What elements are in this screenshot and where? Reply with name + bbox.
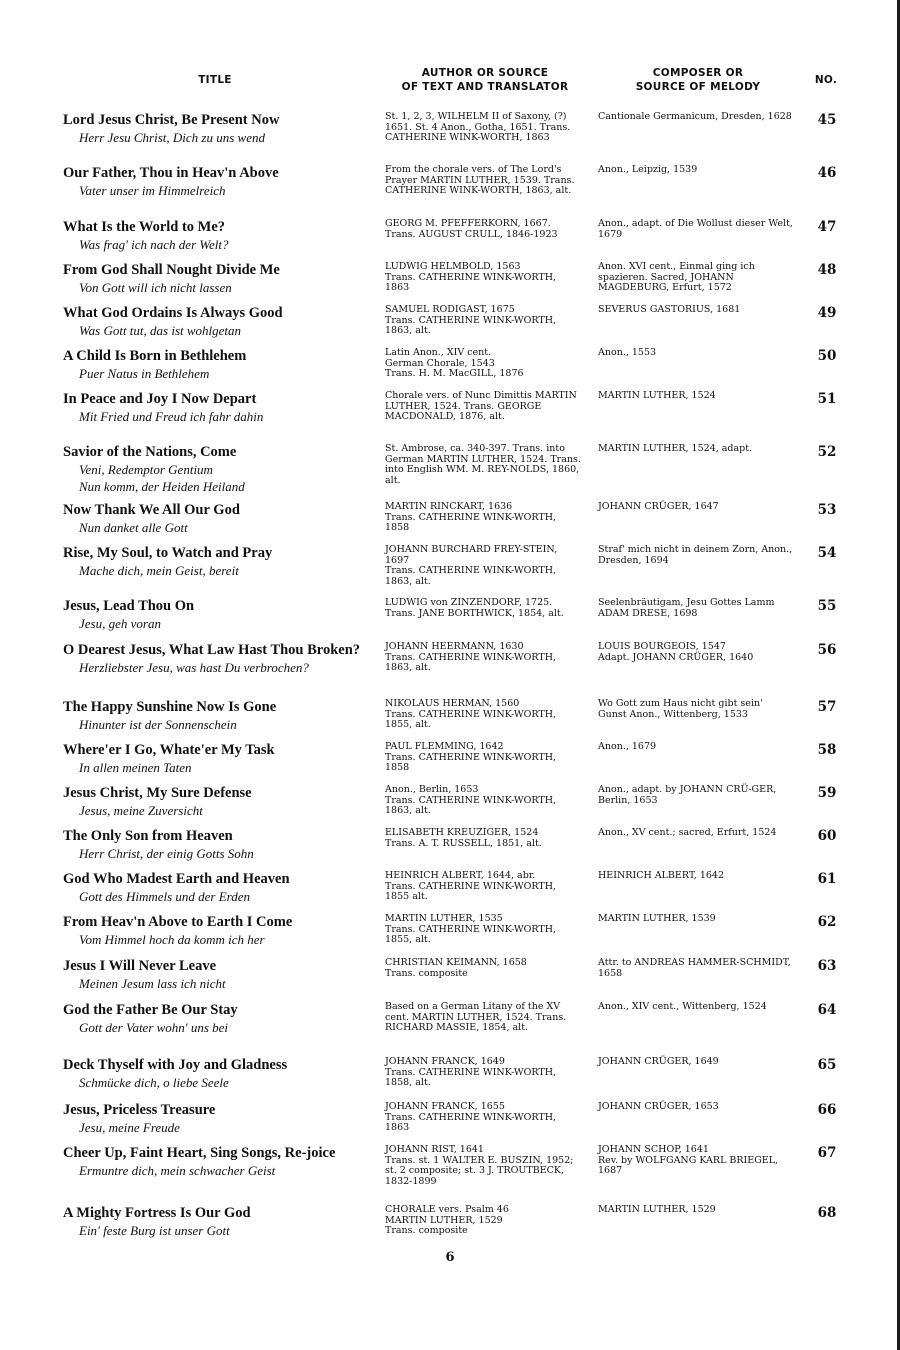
author-source-cell: JOHANN RIST, 1641 Trans. st. 1 WALTER E. BUSZIN, 1952; st. 2 composite; st. 3 J. TROUTBECK, 1832-1899 bbox=[385, 1144, 574, 1187]
composer-source-cell: Anon., adapt. of Die Wollust dieser Welt, 1679 bbox=[598, 218, 793, 240]
author-source-cell: MARTIN LUTHER, 1535 Trans. CATHERINE WINK-WORTH, 1855, alt. bbox=[385, 913, 557, 945]
author-source-cell: Based on a German Litany of the XV cent. MARTIN LUTHER, 1524. Trans. RICHARD MASSIE, 1854, alt. bbox=[385, 1001, 567, 1033]
hymn-original-title: Mit Fried und Freud ich fahr dahin bbox=[79, 409, 264, 424]
composer-source-cell: LOUIS BOURGEOIS, 1547 Adapt. JOHANN CRÜGER, 1640 bbox=[598, 641, 754, 663]
composer-source-cell: Cantionale Germanicum, Dresden, 1628 bbox=[598, 111, 792, 122]
header-title: TITLE bbox=[198, 74, 232, 86]
composer-source-cell: JOHANN CRÜGER, 1647 bbox=[598, 501, 719, 512]
hymn-original-title: Herr Christ, der einig Gotts Sohn bbox=[79, 846, 254, 861]
composer-source-cell: Anon., Leipzig, 1539 bbox=[598, 164, 698, 175]
hymn-number: 47 bbox=[817, 219, 837, 235]
table-row bbox=[0, 391, 900, 444]
table-row bbox=[0, 1057, 900, 1102]
hymn-title: Jesus, Lead Thou On bbox=[63, 598, 195, 614]
hymn-original-title: Was frag' ich nach der Welt? bbox=[79, 237, 229, 252]
composer-source-cell: Anon., 1553 bbox=[598, 347, 657, 358]
table-row bbox=[0, 1145, 900, 1205]
table-row bbox=[0, 112, 900, 165]
hymn-number: 56 bbox=[817, 642, 837, 658]
table-row bbox=[0, 958, 900, 1002]
table-row bbox=[0, 642, 900, 699]
author-source-cell: Anon., Berlin, 1653 Trans. CATHERINE WINK-WORTH, 1863, alt. bbox=[385, 784, 557, 816]
hymn-number: 53 bbox=[817, 502, 837, 518]
hymn-number: 55 bbox=[817, 598, 837, 614]
table-row bbox=[0, 165, 900, 219]
hymn-title: O Dearest Jesus, What Law Hast Thou Broken? bbox=[63, 642, 361, 658]
composer-source-cell: Straf' mich nicht in deinem Zorn, Anon., Dresden, 1694 bbox=[598, 544, 793, 566]
table-row bbox=[0, 219, 900, 262]
hymn-number: 66 bbox=[817, 1102, 837, 1118]
hymn-title: Cheer Up, Faint Heart, Sing Songs, Re-joice bbox=[63, 1145, 336, 1161]
hymn-title-cell bbox=[63, 871, 368, 905]
composer-source-cell: MARTIN LUTHER, 1539 bbox=[598, 913, 716, 924]
hymn-original-title: Schmücke dich, o liebe Seele bbox=[79, 1075, 229, 1090]
table-row bbox=[0, 914, 900, 958]
hymn-number: 59 bbox=[817, 785, 837, 801]
hymn-title: A Mighty Fortress Is Our God bbox=[63, 1205, 251, 1221]
hymn-title: The Happy Sunshine Now Is Gone bbox=[63, 699, 277, 715]
hymn-number: 52 bbox=[817, 444, 837, 460]
hymn-original-title: Puer Natus in Bethlehem bbox=[79, 366, 210, 381]
composer-source-cell: MARTIN LUTHER, 1524 bbox=[598, 390, 716, 401]
hymn-title-cell bbox=[63, 914, 368, 948]
hymn-number: 64 bbox=[817, 1002, 837, 1018]
hymn-original-title: Nun danket alle Gott bbox=[79, 520, 188, 535]
hymn-original-title: Herr Jesu Christ, Dich zu uns wend bbox=[79, 130, 265, 145]
author-source-cell: LUDWIG HELMBOLD, 1563 Trans. CATHERINE WINK-WORTH, 1863 bbox=[385, 261, 557, 293]
composer-source-cell: HEINRICH ALBERT, 1642 bbox=[598, 870, 724, 881]
table-row bbox=[0, 1102, 900, 1145]
hymn-title: In Peace and Joy I Now Depart bbox=[63, 391, 257, 407]
hymn-title-cell bbox=[63, 642, 368, 676]
hymn-original-title: Vom Himmel hoch da komm ich her bbox=[79, 932, 265, 947]
header-number: NO. bbox=[814, 74, 838, 86]
hymn-number: 49 bbox=[817, 305, 837, 321]
hymn-title: Lord Jesus Christ, Be Present Now bbox=[63, 112, 280, 128]
hymn-original-title: Herzliebster Jesu, was hast Du verbrochen? bbox=[79, 660, 309, 675]
hymn-title-cell bbox=[63, 785, 368, 819]
hymn-title: Now Thank We All Our God bbox=[63, 502, 240, 518]
author-source-cell: St. 1, 2, 3, WILHELM II of Saxony, (?) 1651. St. 4 Anon., Gotha, 1651. Trans. CATHERINE WINK-WORTH, 1863 bbox=[385, 111, 571, 143]
hymn-title-cell bbox=[63, 1205, 368, 1239]
author-source-cell: LUDWIG von ZINZENDORF, 1725. Trans. JANE BORTHWICK, 1854, alt. bbox=[385, 597, 564, 619]
author-source-cell: PAUL FLEMMING, 1642 Trans. CATHERINE WINK-WORTH, 1858 bbox=[385, 741, 557, 773]
author-source-cell: GEORG M. PFEFFERKORN, 1667. Trans. AUGUST CRULL, 1846-1923 bbox=[385, 218, 558, 240]
hymn-original-title: In allen meinen Taten bbox=[79, 760, 192, 775]
page-number: 6 bbox=[445, 1250, 455, 1265]
table-row bbox=[0, 1205, 900, 1250]
author-source-cell: From the chorale vers. of The Lord's Prayer MARTIN LUTHER, 1539. Trans. CATHERINE WINK-WORTH, 1863, alt. bbox=[385, 164, 575, 196]
header-composer-source: COMPOSER OR SOURCE OF MELODY bbox=[635, 67, 761, 93]
hymn-original-title: Ermuntre dich, mein schwacher Geist bbox=[79, 1163, 276, 1178]
hymn-title-cell bbox=[63, 165, 368, 199]
hymn-title: The Only Son from Heaven bbox=[63, 828, 233, 844]
hymn-number: 46 bbox=[817, 165, 837, 181]
hymn-title-cell bbox=[63, 598, 368, 632]
table-row bbox=[0, 871, 900, 914]
table-row bbox=[0, 348, 900, 391]
hymn-original-title: Von Gott will ich nicht lassen bbox=[79, 280, 232, 295]
author-source-cell: Chorale vers. of Nunc Dimittis MARTIN LUTHER, 1524. Trans. GEORGE MACDONALD, 1876, alt. bbox=[385, 390, 577, 422]
hymn-title-cell bbox=[63, 1102, 368, 1136]
hymn-number: 57 bbox=[817, 699, 837, 715]
hymn-title-cell bbox=[63, 958, 368, 992]
composer-source-cell: JOHANN SCHOP, 1641 Rev. by WOLFGANG KARL BRIEGEL, 1687 bbox=[598, 1144, 779, 1176]
hymn-number: 63 bbox=[817, 958, 837, 974]
author-source-cell: CHORALE vers. Psalm 46 MARTIN LUTHER, 1529 Trans. composite bbox=[385, 1204, 509, 1236]
composer-source-cell: Seelenbräutigam, Jesu Gottes Lamm ADAM DRESE, 1698 bbox=[598, 597, 775, 619]
hymn-title: Jesus Christ, My Sure Defense bbox=[63, 785, 252, 801]
hymn-title-cell bbox=[63, 348, 368, 382]
header-author-source: AUTHOR OR SOURCE OF TEXT AND TRANSLATOR bbox=[401, 67, 569, 93]
hymn-title-cell bbox=[63, 1145, 368, 1179]
hymn-title-cell bbox=[63, 545, 368, 579]
author-source-cell: Latin Anon., XIV cent. German Chorale, 1543 Trans. H. M. MacGILL, 1876 bbox=[385, 347, 524, 379]
table-row bbox=[0, 502, 900, 545]
hymn-title-cell bbox=[63, 219, 368, 253]
hymn-title: Where'er I Go, Whate'er My Task bbox=[63, 742, 275, 758]
author-source-cell: HEINRICH ALBERT, 1644, abr. Trans. CATHERINE WINK-WORTH, 1855 alt. bbox=[385, 870, 557, 902]
composer-source-cell: Anon., adapt. by JOHANN CRÜ-GER, Berlin, 1653 bbox=[598, 784, 777, 806]
hymn-title-cell bbox=[63, 444, 368, 495]
author-source-cell: NIKOLAUS HERMAN, 1560 Trans. CATHERINE WINK-WORTH, 1855, alt. bbox=[385, 698, 557, 730]
table-row bbox=[0, 444, 900, 502]
hymn-number: 58 bbox=[817, 742, 837, 758]
hymn-title-cell bbox=[63, 699, 368, 733]
hymn-number: 45 bbox=[817, 112, 837, 128]
hymn-number: 68 bbox=[817, 1205, 837, 1221]
author-source-cell: CHRISTIAN KEIMANN, 1658 Trans. composite bbox=[385, 957, 527, 979]
hymn-title-cell bbox=[63, 262, 368, 296]
hymn-title: Rise, My Soul, to Watch and Pray bbox=[63, 545, 273, 561]
hymn-title: Jesus, Priceless Treasure bbox=[63, 1102, 216, 1118]
author-source-cell: ELISABETH KREUZIGER, 1524 Trans. A. T. RUSSELL, 1851, alt. bbox=[385, 827, 542, 849]
hymn-title-cell bbox=[63, 112, 368, 146]
hymn-number: 65 bbox=[817, 1057, 837, 1073]
hymn-original-title: Ein' feste Burg ist unser Gott bbox=[79, 1223, 230, 1238]
composer-source-cell: MARTIN LUTHER, 1524, adapt. bbox=[598, 443, 753, 454]
hymn-title: What Is the World to Me? bbox=[63, 219, 226, 235]
composer-source-cell: Anon., XV cent.; sacred, Erfurt, 1524 bbox=[598, 827, 777, 838]
composer-source-cell: SEVERUS GASTORIUS, 1681 bbox=[598, 304, 741, 315]
hymn-title: Savior of the Nations, Come bbox=[63, 444, 237, 460]
author-source-cell: JOHANN FRANCK, 1655 Trans. CATHERINE WINK-WORTH, 1863 bbox=[385, 1101, 557, 1133]
hymn-original-title: Jesu, meine Freude bbox=[79, 1120, 180, 1135]
hymn-title: A Child Is Born in Bethlehem bbox=[63, 348, 247, 364]
composer-source-cell: Anon. XVI cent., Einmal ging ich spazieren. Sacred, JOHANN MAGDEBURG, Erfurt, 1572 bbox=[598, 261, 755, 293]
hymn-original-title: Was Gott tut, das ist wohlgetan bbox=[79, 323, 242, 338]
hymn-number: 67 bbox=[817, 1145, 837, 1161]
hymn-original-title: Jesus, meine Zuversicht bbox=[79, 803, 203, 818]
hymn-original-title: Gott der Vater wohn' uns bei bbox=[79, 1020, 229, 1035]
table-row bbox=[0, 262, 900, 305]
hymn-title-cell bbox=[63, 391, 368, 425]
author-source-cell: MARTIN RINCKART, 1636 Trans. CATHERINE WINK-WORTH, 1858 bbox=[385, 501, 557, 533]
hymn-number: 48 bbox=[817, 262, 837, 278]
table-row bbox=[0, 305, 900, 348]
hymn-original-title: Veni, Redemptor Gentium bbox=[79, 462, 213, 477]
table-row bbox=[0, 598, 900, 642]
table-row bbox=[0, 742, 900, 785]
hymn-title-cell bbox=[63, 1057, 368, 1091]
author-source-cell: JOHANN FRANCK, 1649 Trans. CATHERINE WINK-WORTH, 1858, alt. bbox=[385, 1056, 557, 1088]
hymn-number: 50 bbox=[817, 348, 837, 364]
hymn-number: 60 bbox=[817, 828, 837, 844]
hymn-title: Our Father, Thou in Heav'n Above bbox=[63, 165, 279, 181]
author-source-cell: St. Ambrose, ca. 340-397. Trans. into German MARTIN LUTHER, 1524. Trans. into English WM. M. REY-NOLDS, 1860, alt. bbox=[385, 443, 581, 486]
composer-source-cell: MARTIN LUTHER, 1529 bbox=[598, 1204, 716, 1215]
table-row bbox=[0, 1002, 900, 1057]
hymn-title-cell bbox=[63, 828, 368, 862]
hymn-original-title: Meinen Jesum lass ich nicht bbox=[79, 976, 226, 991]
table-row bbox=[0, 785, 900, 828]
table-row bbox=[0, 828, 900, 871]
author-source-cell: SAMUEL RODIGAST, 1675 Trans. CATHERINE WINK-WORTH, 1863, alt. bbox=[385, 304, 557, 336]
hymn-original-title: Vater unser im Himmelreich bbox=[79, 183, 226, 198]
hymn-number: 61 bbox=[817, 871, 837, 887]
hymn-original-title: Hinunter ist der Sonnenschein bbox=[79, 717, 237, 732]
composer-source-cell: JOHANN CRÜGER, 1653 bbox=[598, 1101, 719, 1112]
hymn-title: What God Ordains Is Always Good bbox=[63, 305, 283, 321]
table-row bbox=[0, 699, 900, 742]
hymn-number: 62 bbox=[817, 914, 837, 930]
hymn-title: Jesus I Will Never Leave bbox=[63, 958, 217, 974]
hymn-title: God Who Madest Earth and Heaven bbox=[63, 871, 290, 887]
hymn-title-cell bbox=[63, 305, 368, 339]
composer-source-cell: Attr. to ANDREAS HAMMER-SCHMIDT, 1658 bbox=[598, 957, 791, 979]
hymn-number: 54 bbox=[817, 545, 837, 561]
hymn-original-title: Gott des Himmels und der Erden bbox=[79, 889, 251, 904]
hymn-original-title: Nun komm, der Heiden Heiland bbox=[79, 479, 245, 494]
composer-source-cell: Anon., 1679 bbox=[598, 741, 657, 752]
composer-source-cell: Anon., XIV cent., Wittenberg, 1524 bbox=[598, 1001, 767, 1012]
author-source-cell: JOHANN HEERMANN, 1630 Trans. CATHERINE WINK-WORTH, 1863, alt. bbox=[385, 641, 557, 673]
hymn-original-title: Mache dich, mein Geist, bereit bbox=[79, 563, 239, 578]
hymn-title: God the Father Be Our Stay bbox=[63, 1002, 238, 1018]
hymn-number: 51 bbox=[817, 391, 837, 407]
hymn-title-cell bbox=[63, 1002, 368, 1036]
hymn-title: From Heav'n Above to Earth I Come bbox=[63, 914, 293, 930]
composer-source-cell: Wo Gott zum Haus nicht gibt sein' Gunst Anon., Wittenberg, 1533 bbox=[598, 698, 763, 720]
hymn-title-cell bbox=[63, 742, 368, 776]
table-row bbox=[0, 545, 900, 598]
hymn-title-cell bbox=[63, 502, 368, 536]
hymn-title: From God Shall Nought Divide Me bbox=[63, 262, 280, 278]
composer-source-cell: JOHANN CRÜGER, 1649 bbox=[598, 1056, 719, 1067]
author-source-cell: JOHANN BURCHARD FREY-STEIN, 1697 Trans. CATHERINE WINK-WORTH, 1863, alt. bbox=[385, 544, 558, 587]
hymn-title: Deck Thyself with Joy and Gladness bbox=[63, 1057, 288, 1073]
hymn-original-title: Jesu, geh voran bbox=[79, 616, 161, 631]
